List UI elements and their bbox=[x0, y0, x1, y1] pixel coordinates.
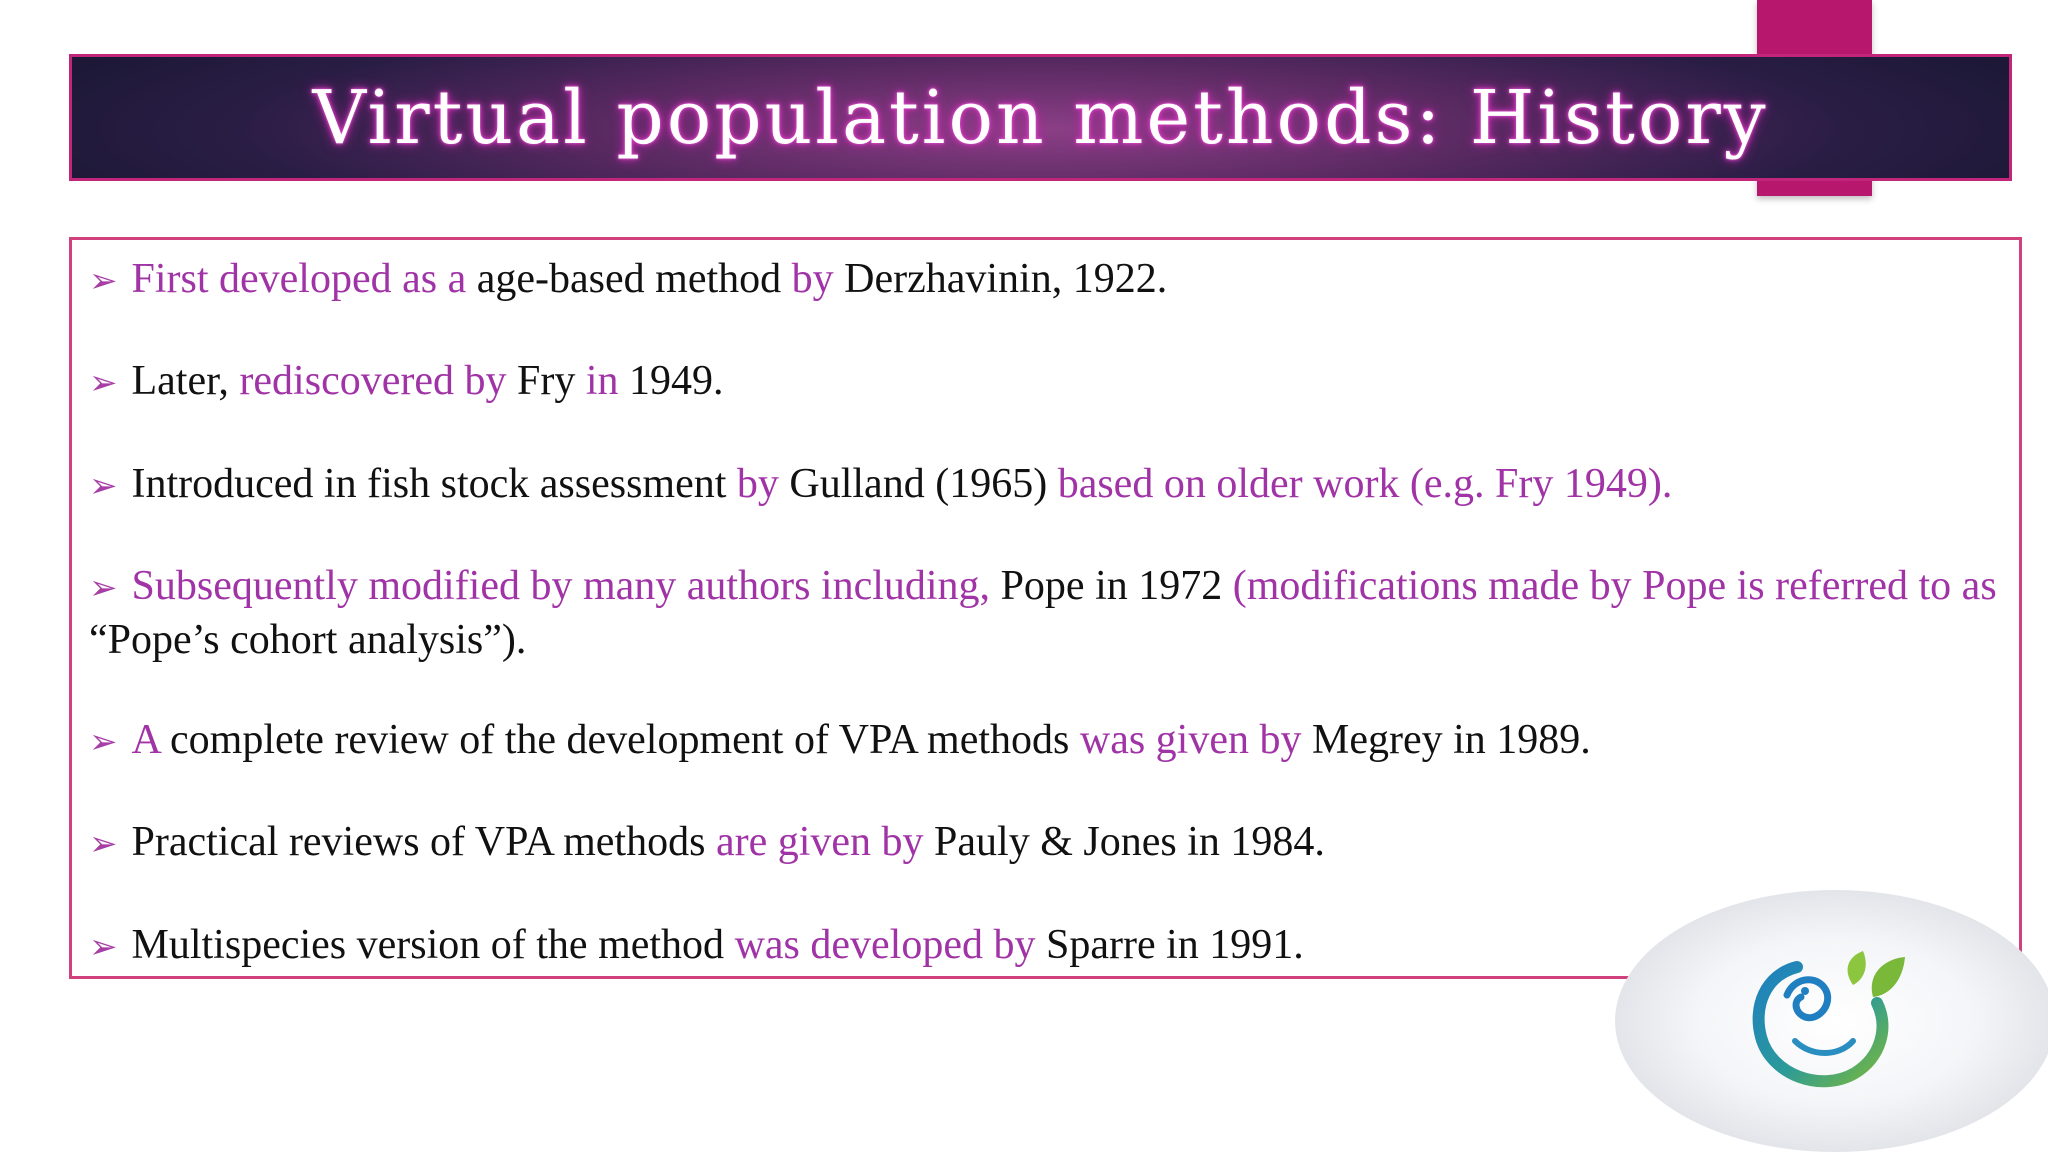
bullet-arrow-icon: ➢ bbox=[89, 363, 118, 403]
title-bar bbox=[69, 54, 2012, 181]
bullet-text-segment: Subsequently modified by many authors including, bbox=[131, 563, 1001, 609]
bullet-text-segment: “Pope’s cohort analysis”). bbox=[89, 617, 527, 663]
bullet-item-3 bbox=[89, 458, 1999, 512]
bullet-text-segment: Derzhavinin, 1922. bbox=[844, 256, 1168, 302]
bullet-text-segment: rediscovered by bbox=[239, 358, 517, 404]
bullet-arrow-icon: ➢ bbox=[89, 722, 118, 762]
slide-title: Virtual population methods: History bbox=[312, 74, 1769, 161]
bullet-arrow-icon: ➢ bbox=[89, 568, 118, 608]
bullet-arrow-icon: ➢ bbox=[89, 824, 118, 864]
fish-leaf-logo-icon bbox=[1735, 945, 1915, 1105]
bullet-item-2 bbox=[89, 355, 1999, 409]
bullet-text-segment: Pauly & Jones in 1984. bbox=[934, 819, 1325, 865]
bullet-item-6 bbox=[89, 816, 1999, 870]
bullet-text-segment: A bbox=[131, 717, 171, 763]
content-box bbox=[69, 237, 2022, 979]
bullet-text-segment: First developed as a bbox=[131, 256, 477, 302]
bullet-text-segment: Multispecies version of the method bbox=[131, 922, 735, 968]
bullet-text-segment: 1949. bbox=[629, 358, 724, 404]
bullet-text-segment: Gulland (1965) bbox=[789, 461, 1058, 507]
bullet-arrow-icon: ➢ bbox=[89, 927, 118, 967]
bullet-text-segment: age-based method bbox=[476, 256, 792, 302]
bullet-item-4 bbox=[89, 560, 1999, 666]
bullet-text-segment: Megrey in 1989. bbox=[1312, 717, 1591, 763]
bullet-text-segment: by bbox=[736, 461, 790, 507]
bullet-text-segment: complete review of the development of VPA methods bbox=[170, 717, 1080, 763]
bullet-item-5 bbox=[89, 714, 1999, 768]
bullet-item-1 bbox=[89, 253, 1999, 307]
bullet-text-segment: was given by bbox=[1079, 717, 1312, 763]
bullet-text-segment: was developed by bbox=[734, 922, 1046, 968]
bullet-arrow-icon: ➢ bbox=[89, 466, 118, 506]
bullet-text-segment: Practical reviews of VPA methods bbox=[131, 819, 716, 865]
bullet-text-segment: Pope in 1972 bbox=[1000, 563, 1233, 609]
bullet-text-segment: by bbox=[791, 256, 845, 302]
bullet-text-segment: Sparre in 1991. bbox=[1045, 922, 1304, 968]
bullet-text-segment: Later, bbox=[131, 358, 240, 404]
bullet-text-segment: based on older work (e.g. Fry 1949). bbox=[1057, 461, 1673, 507]
bullet-text-segment: in bbox=[585, 358, 630, 404]
bullet-text-segment: Fry bbox=[516, 358, 586, 404]
bullet-text-segment: Introduced in fish stock assessment bbox=[131, 461, 737, 507]
bullet-arrow-icon: ➢ bbox=[89, 261, 118, 301]
bullet-text-segment: are given by bbox=[715, 819, 935, 865]
bullet-text-segment: (modifications made by Pope is referred to as bbox=[1232, 563, 1997, 609]
